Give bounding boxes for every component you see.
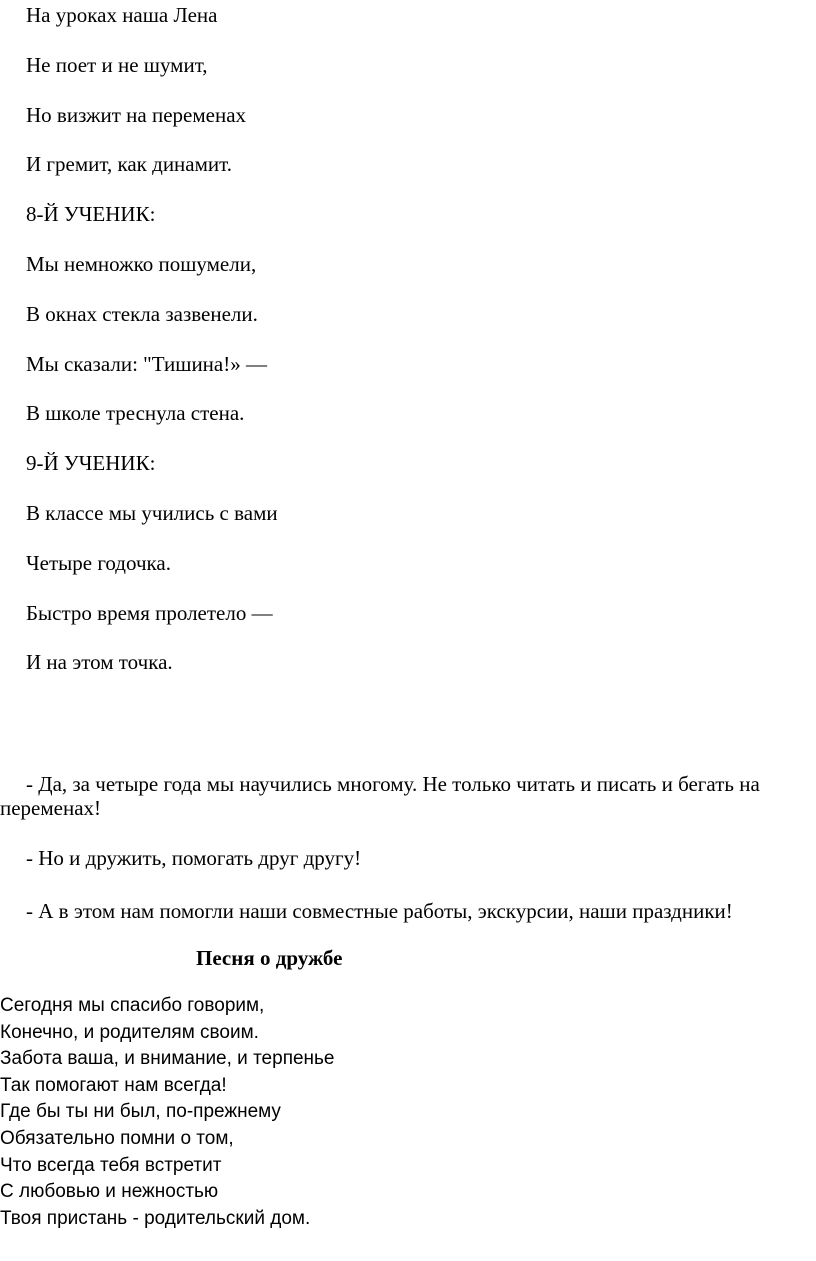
verse-line: В окнах стекла зазвенели. — [26, 301, 258, 326]
verse-line: В классе мы учились с вами — [26, 500, 278, 525]
dialogue-paragraph: - Но и дружить, помогать друг другу! — [26, 846, 362, 870]
song-lyrics — [0, 993, 335, 1232]
song-line: Сегодня мы спасибо говорим, — [0, 995, 265, 1016]
verse-line: В школе треснула стена. — [26, 401, 245, 426]
dialogue-paragraph: - Да, за четыре года мы научились многому. Не только читать и писать и бегать на переменах! — [0, 772, 760, 820]
song-line: Где бы ты ни был, по-прежнему — [0, 1101, 281, 1123]
verse-line: Быстро время пролетело — — [26, 600, 273, 625]
speaker-label: 9-Й УЧЕНИК: — [26, 451, 156, 476]
song-line: С любовью и нежностью — [0, 1181, 219, 1203]
verse-line: И гремит, как динамит. — [26, 152, 232, 177]
verse-line: И на этом точка. — [26, 650, 173, 675]
speaker-label: 8-Й УЧЕНИК: — [26, 202, 156, 227]
verse-line: Мы немножко пошумели, — [26, 251, 257, 276]
verse-line: Четыре годочка. — [26, 550, 171, 575]
dialogue-paragraph: - А в этом нам помогли наши совместные работы, экскурсии, наши праздники! — [26, 899, 733, 923]
song-line: Обязательно помни о том, — [0, 1127, 234, 1149]
song-line: Что всегда тебя встретит — [0, 1154, 222, 1176]
song-line: Так помогают нам всегда! — [0, 1074, 227, 1096]
verse-line: Но визжит на переменах — [26, 102, 247, 127]
song-line: Конечно, и родителям своим. — [0, 1021, 259, 1043]
verse-line: На уроках наша Лена — [26, 3, 218, 27]
song-line: Забота ваша, и внимание, и терпенье — [0, 1048, 335, 1070]
verse-line: Не поет и не шумит, — [26, 52, 208, 77]
song-line: Твоя пристань - родительский дом. — [0, 1207, 311, 1229]
poem-verses — [26, 3, 278, 700]
verse-line: Мы сказали: "Тишина!» — — [26, 351, 267, 376]
song-title: Песня о дружбе — [196, 946, 343, 970]
